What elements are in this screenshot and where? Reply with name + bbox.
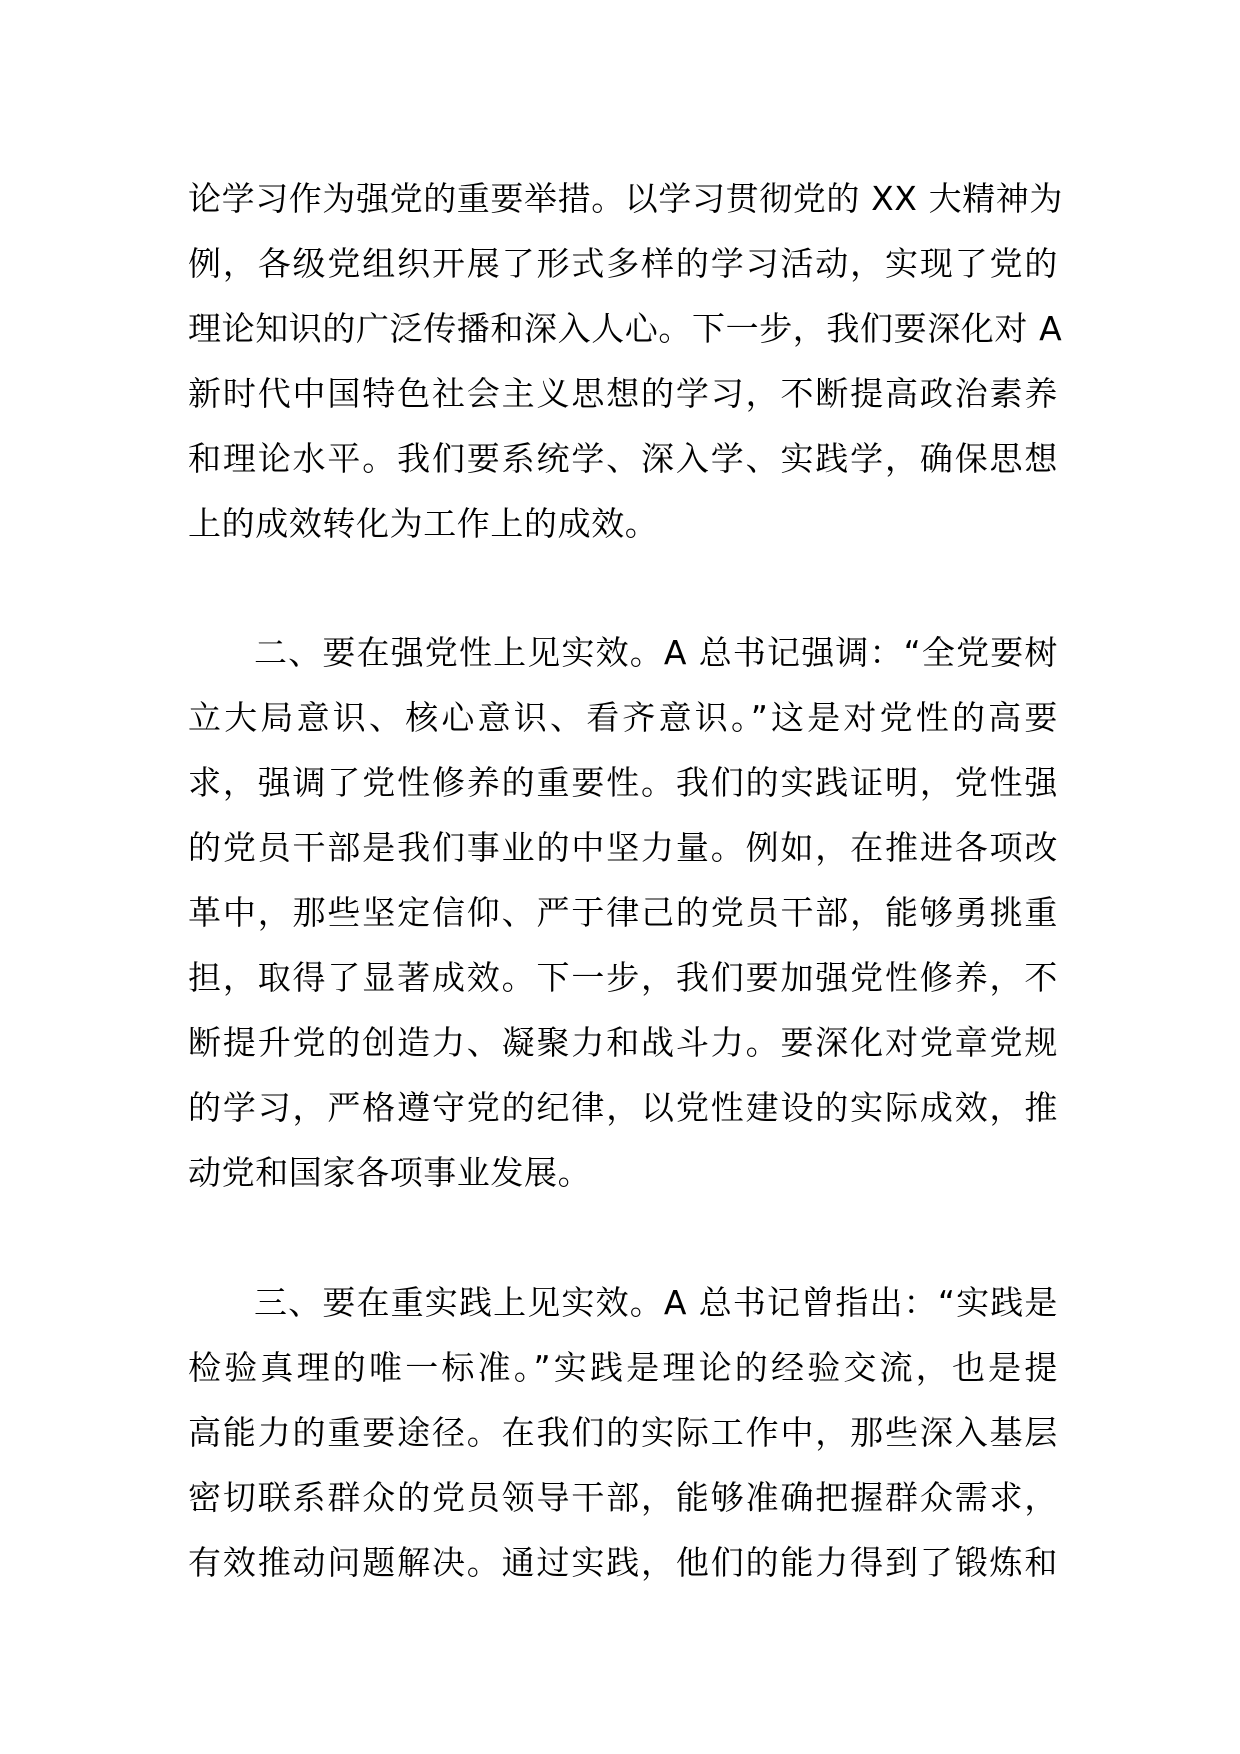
section-heading-line: 三、要在重实践上见实效。A 总书记曾指出：“实践是	[254, 1283, 1058, 1322]
paragraph-section-three	[188, 1270, 1058, 1595]
text-line: 例，各级党组织开展了形式多样的学习活动，实现了党的	[188, 244, 1058, 283]
section-heading-line: 二、要在强党性上见实效。A 总书记强调：“全党要树	[254, 633, 1058, 672]
text-line: 革中，那些坚定信仰、严于律己的党员干部，能够勇挑重	[188, 893, 1058, 932]
text-line: 立大局意识、核心意识、看齐意识。”这是对党性的高要	[188, 698, 1058, 737]
text-line: 密切联系群众的党员领导干部，能够准确把握群众需求，	[188, 1478, 1058, 1517]
text-line: 有效推动问题解决。通过实践，他们的能力得到了锻炼和	[188, 1543, 1058, 1582]
text-line: 论学习作为强党的重要举措。以学习贯彻党的 XX 大精神为	[188, 179, 1063, 218]
text-line: 理论知识的广泛传播和深入人心。下一步，我们要深化对 A	[188, 309, 1063, 348]
paragraph-continuation	[188, 166, 1063, 556]
text-line: 和理论水平。我们要系统学、深入学、实践学，确保思想	[188, 439, 1058, 478]
text-line: 新时代中国特色社会主义思想的学习，不断提高政治素养	[188, 374, 1058, 413]
text-line: 断提升党的创造力、凝聚力和战斗力。要深化对党章党规	[188, 1023, 1058, 1062]
text-line: 求，强调了党性修养的重要性。我们的实践证明，党性强	[188, 763, 1058, 802]
text-line: 的学习，严格遵守党的纪律，以党性建设的实际成效，推	[188, 1088, 1058, 1127]
text-line: 上的成效转化为工作上的成效。	[188, 504, 659, 543]
text-line: 检验真理的唯一标准。”实践是理论的经验交流，也是提	[188, 1348, 1058, 1387]
text-line: 高能力的重要途径。在我们的实际工作中，那些深入基层	[188, 1413, 1058, 1452]
text-line: 担，取得了显著成效。下一步，我们要加强党性修养，不	[188, 958, 1058, 997]
paragraph-section-two	[188, 620, 1058, 1205]
text-line: 的党员干部是我们事业的中坚力量。例如，在推进各项改	[188, 828, 1058, 867]
text-line: 动党和国家各项事业发展。	[188, 1153, 592, 1192]
